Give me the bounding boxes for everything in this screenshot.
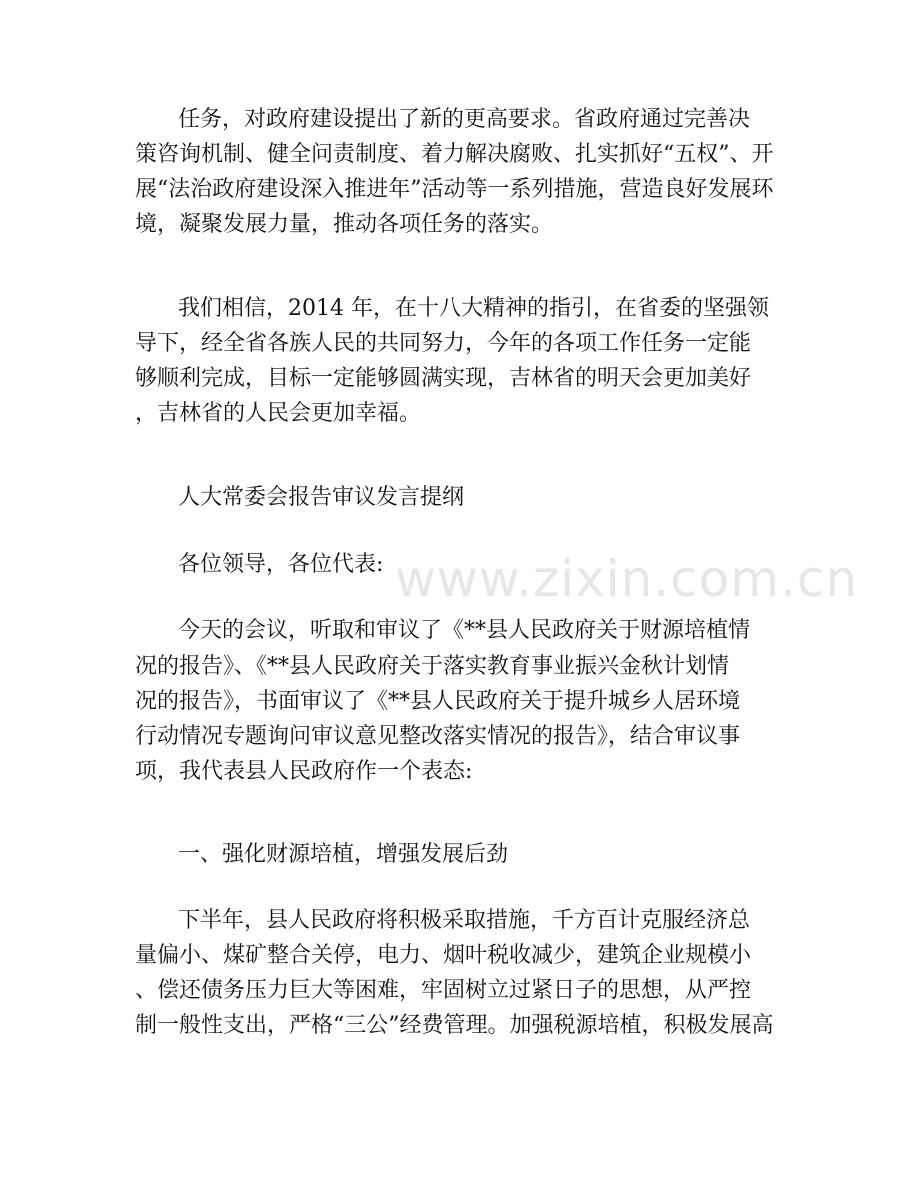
text-line: 策咨询机制、健全问责制度、着力解决腐败、扎实抓好“五权”、开 bbox=[135, 142, 774, 167]
text-line: 项，我代表县人民政府作一个表态: bbox=[135, 759, 473, 784]
text-line: 行动情况专题询问审议意见整改落实情况的报告》，结合审议事 bbox=[135, 724, 741, 749]
salutation: 各位领导，各位代表: bbox=[178, 552, 384, 577]
watermark: www.zixin.com.cn bbox=[395, 550, 859, 608]
text-line: 任务，对政府建设提出了新的更高要求。省政府通过完善决 bbox=[178, 107, 751, 132]
text-line: ，吉林省的人民会更加幸福。 bbox=[135, 401, 422, 426]
text-line: 下半年，县人民政府将积极采取措施，千方百计克服经济总 bbox=[178, 908, 751, 933]
text-line: 况的报告》，书面审议了《**县人民政府关于提升城乡人居环境 bbox=[135, 689, 741, 714]
text-line: 量偏小、煤矿整合关停，电力、烟叶税收减少，建筑企业规模小 bbox=[135, 943, 752, 968]
text-line: 境，凝聚发展力量，推动各项任务的落实。 bbox=[135, 212, 554, 237]
section-heading: 一、强化财源培植，增强发展后劲 bbox=[178, 842, 509, 867]
text-line: 、偿还债务压力巨大等困难，牢固树立过紧日子的思想，从严控 bbox=[135, 978, 752, 1003]
text-line: 制一般性支出，严格“三公”经费管理。加强税源培植，积极发展高 bbox=[135, 1013, 774, 1038]
text-line: 导下，经全省各族人民的共同努力，今年的各项工作任务一定能 bbox=[135, 331, 752, 356]
text-line: 我们相信，2014 年，在十八大精神的指引，在省委的坚强领 bbox=[178, 296, 769, 321]
text-line: 展“法治政府建设深入推进年”活动等一系列措施，营造良好发展环 bbox=[135, 177, 774, 202]
text-line: 今天的会议，听取和审议了《**县人民政府关于财源培植情 bbox=[178, 618, 751, 643]
text-line: 况的报告》、《**县人民政府关于落实教育事业振兴金秋计划情 bbox=[135, 654, 730, 679]
section-title: 人大常委会报告审议发言提纲 bbox=[178, 485, 465, 510]
text-line: 够顺利完成，目标一定能够圆满实现，吉林省的明天会更加美好 bbox=[135, 366, 752, 391]
